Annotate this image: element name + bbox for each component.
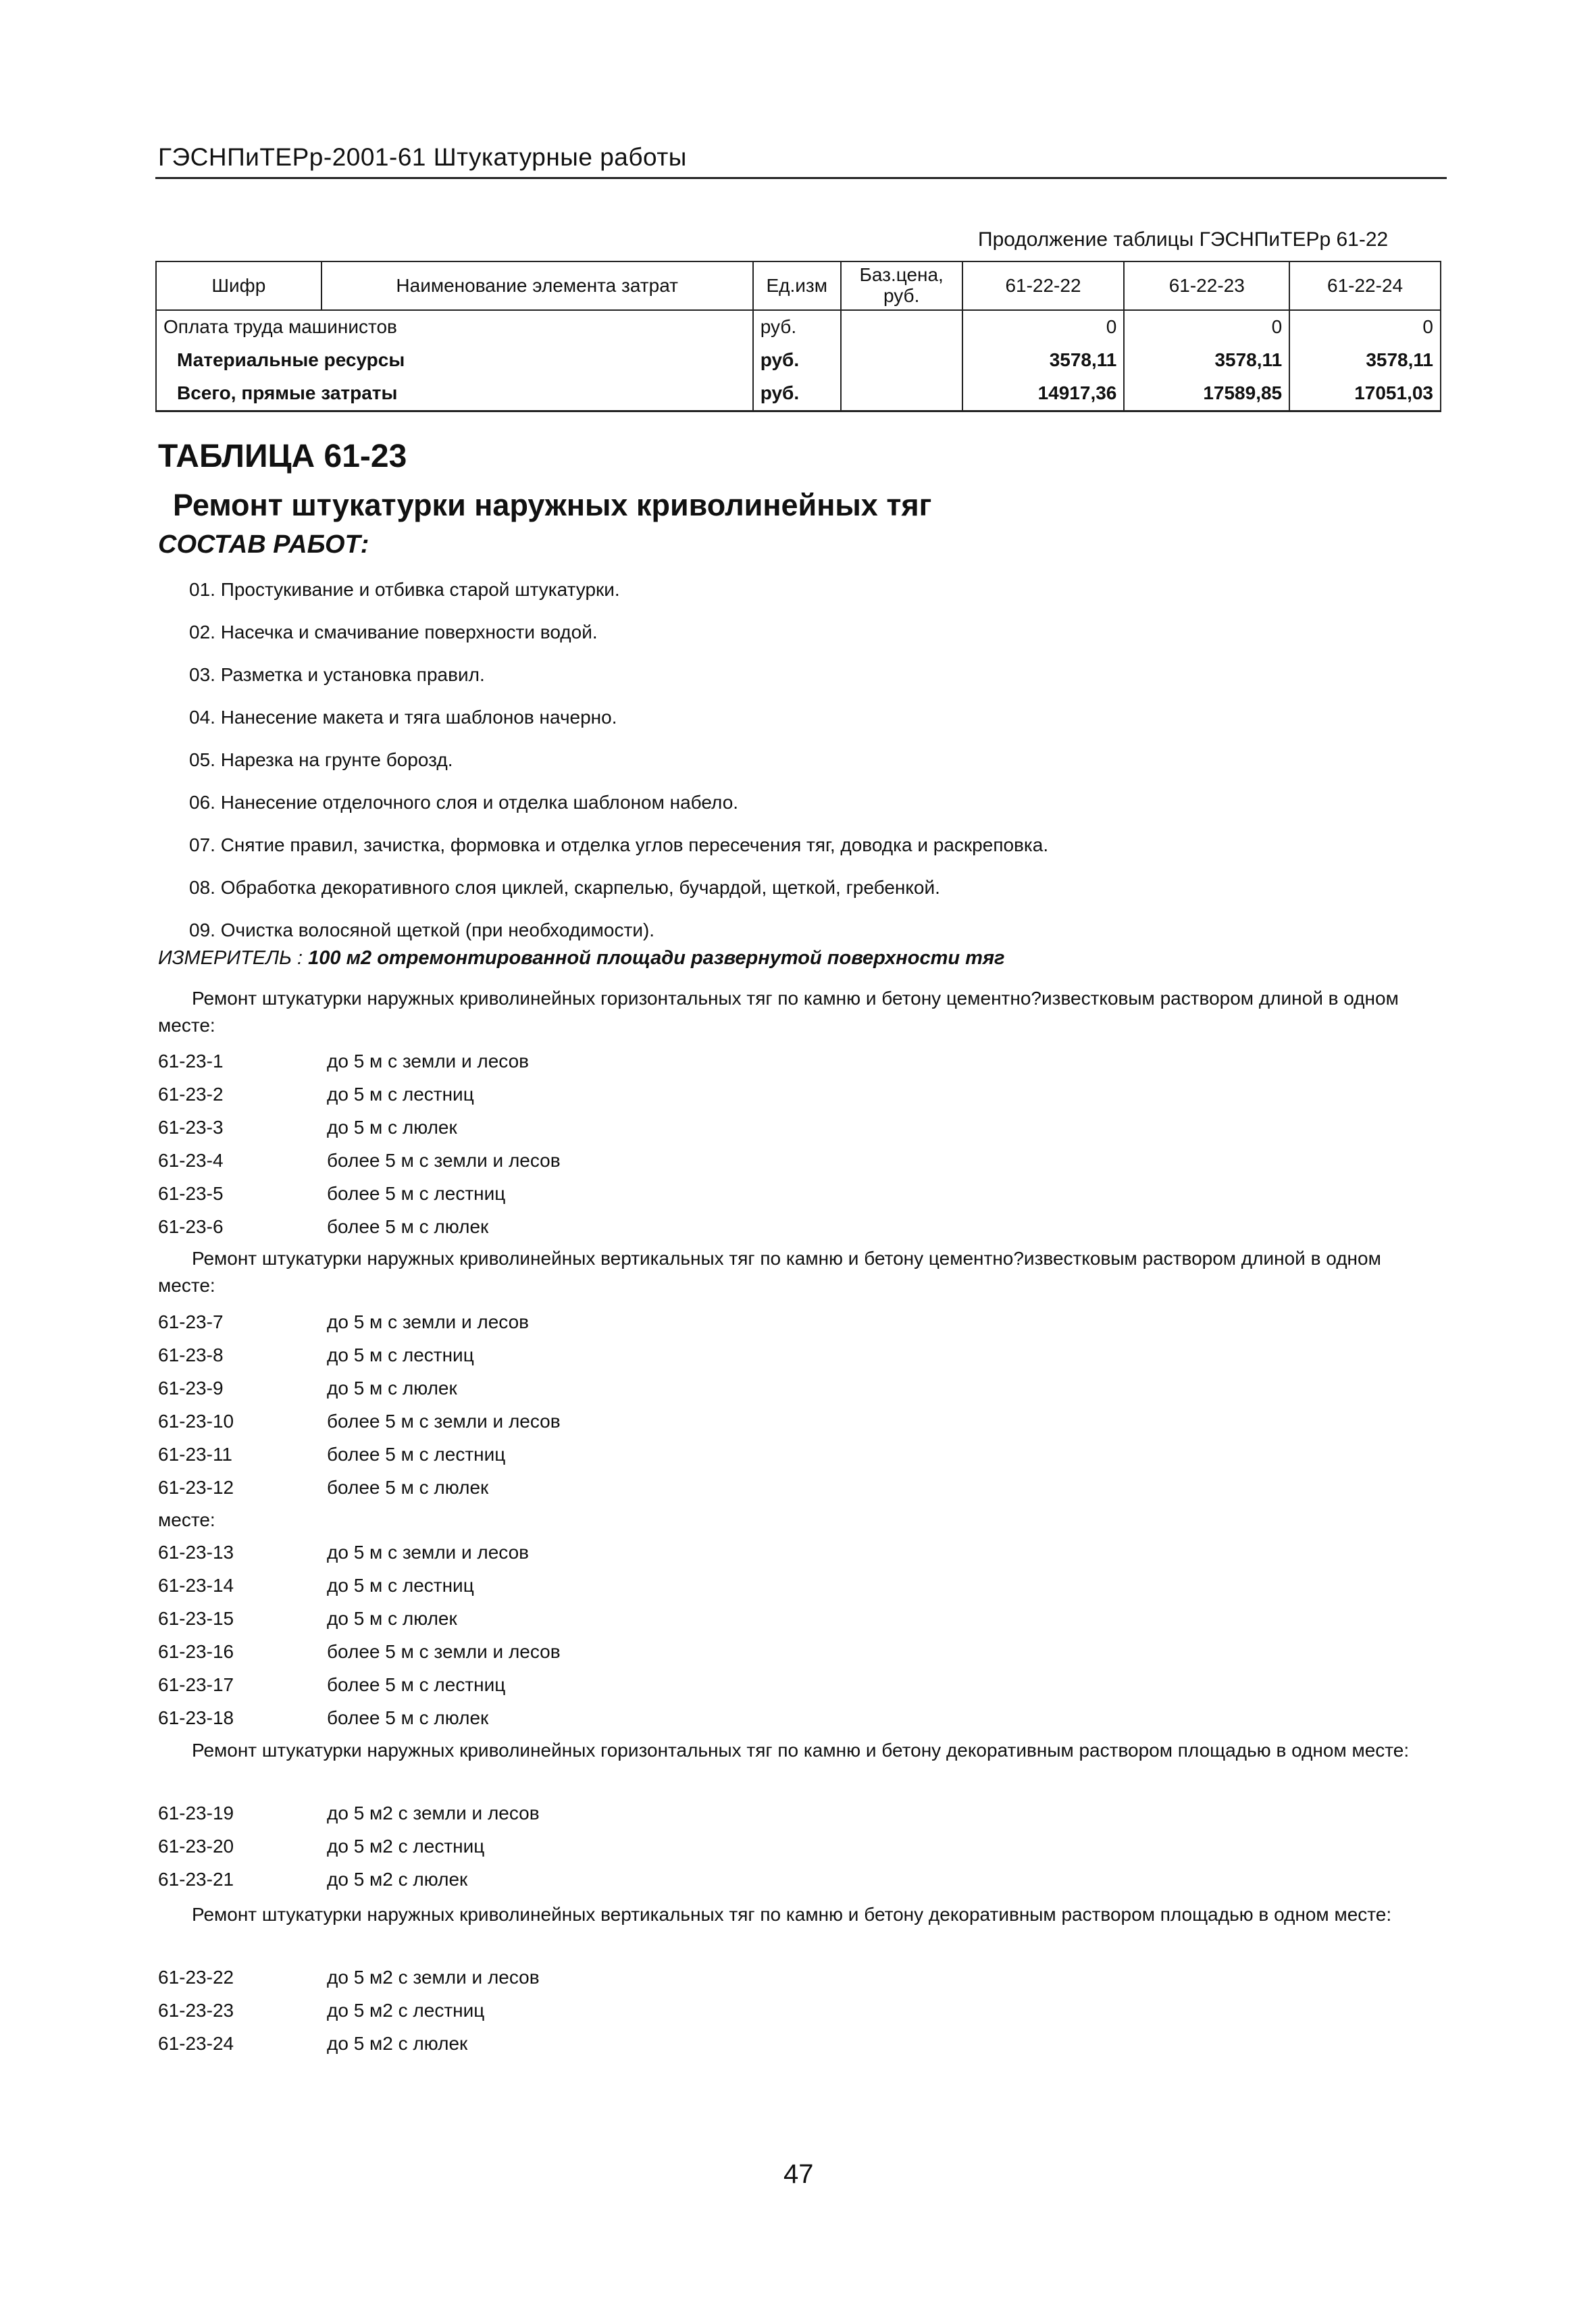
rate-text: более 5 м с люлек xyxy=(327,1477,489,1498)
meter-line xyxy=(158,947,1005,970)
code-row xyxy=(158,1377,457,1410)
rate-code: 61-23-19 xyxy=(158,1803,234,1823)
rate-text: до 5 м с земли и лесов xyxy=(327,1051,530,1072)
list-item: 06. Нанесение отделочного слоя и отделка шаблоном набело. xyxy=(189,792,739,813)
cost-table-header-row xyxy=(156,261,1441,310)
rate-code: 61-23-4 xyxy=(158,1150,224,1171)
group-description: Ремонт штукатурки наружных криволинейных горизонтальных тяг по камню и бетону цементно?известковым раствором длиной в одном месте: xyxy=(158,988,1399,1036)
rate-code: 61-23-16 xyxy=(158,1641,234,1662)
code-row xyxy=(158,1215,488,1249)
code-row xyxy=(158,1050,529,1083)
rate-text: до 5 м2 с люлек xyxy=(327,1869,468,1890)
rate-code: 61-23-5 xyxy=(158,1183,224,1204)
base-price-cell xyxy=(841,310,962,344)
rate-text: до 5 м с лестниц xyxy=(327,1575,474,1596)
cost-name-cell: Материальные ресурсы xyxy=(156,344,753,377)
rate-text: более 5 м с люлек xyxy=(327,1707,489,1728)
code-row xyxy=(158,1574,474,1607)
list-item: 01. Простукивание и отбивка старой штукатурки. xyxy=(189,579,620,600)
unit-cell: руб. xyxy=(753,310,841,344)
value-cell: 0 xyxy=(1289,310,1441,344)
rate-code: 61-23-17 xyxy=(158,1674,234,1695)
composition-heading: СОСТАВ РАБОТ: xyxy=(158,530,369,559)
cost-name-cell: Оплата труда машинистов xyxy=(156,310,753,344)
list-item: 04. Нанесение макета и тяга шаблонов начерно. xyxy=(189,707,617,728)
code-row xyxy=(158,1344,474,1377)
rate-text: до 5 м с люлек xyxy=(327,1608,457,1629)
value-cell: 0 xyxy=(1124,310,1289,344)
table-heading: ТАБЛИЦА 61-23 xyxy=(158,438,407,474)
code-row xyxy=(158,1707,488,1740)
code-row xyxy=(158,1966,540,1999)
header-rule xyxy=(155,177,1447,179)
table-row xyxy=(156,344,1441,377)
column-header: 61-22-24 xyxy=(1289,261,1441,310)
document-header-title: ГЭСНПиТЕРр-2001-61 Штукатурные работы xyxy=(158,143,687,171)
code-row xyxy=(158,1182,505,1215)
rate-code: 61-23-10 xyxy=(158,1411,234,1432)
rate-code: 61-23-6 xyxy=(158,1216,224,1237)
rate-text: более 5 м с лестниц xyxy=(327,1183,506,1204)
rate-code: 61-23-15 xyxy=(158,1608,234,1629)
page-number: 47 xyxy=(783,2159,814,2189)
rate-text: до 5 м с люлек xyxy=(327,1117,457,1138)
rate-text: более 5 м с лестниц xyxy=(327,1444,506,1465)
rate-text: до 5 м с люлек xyxy=(327,1378,457,1399)
rate-code: 61-23-18 xyxy=(158,1707,234,1728)
list-item: 08. Обработка декоративного слоя циклей, скарпелью, бучардой, щеткой, гребенкой. xyxy=(189,877,940,898)
base-price-cell xyxy=(841,377,962,411)
value-cell: 0 xyxy=(962,310,1125,344)
column-header: Баз.цена, руб. xyxy=(841,261,962,310)
rate-text: до 5 м с земли и лесов xyxy=(327,1542,530,1563)
rate-text: до 5 м с лестниц xyxy=(327,1084,474,1105)
rate-code: 61-23-12 xyxy=(158,1477,234,1498)
unit-cell: руб. xyxy=(753,377,841,411)
value-cell: 14917,36 xyxy=(962,377,1125,411)
cost-table xyxy=(155,261,1441,412)
rate-code: 61-23-7 xyxy=(158,1311,224,1332)
rate-text: до 5 м2 с люлек xyxy=(327,2033,468,2054)
rate-text: более 5 м с люлек xyxy=(327,1216,489,1237)
group-description: Ремонт штукатурки наружных криволинейных вертикальных тяг по камню и бетону цементно?известковым раствором длиной в одном месте: xyxy=(158,1248,1381,1296)
group-description: Ремонт штукатурки наружных криволинейных горизонтальных тяг по камню и бетону декоративным раствором площадью в одном месте: xyxy=(192,1740,1410,1761)
code-row xyxy=(158,1149,561,1182)
list-item: 07. Снятие правил, зачистка, формовка и отделка углов пересечения тяг, доводка и раскреповка. xyxy=(189,834,1049,855)
column-header: Ед.изм xyxy=(753,261,841,310)
value-cell: 17051,03 xyxy=(1289,377,1441,411)
rate-text: до 5 м с лестниц xyxy=(327,1344,474,1365)
meter-value: 100 м2 отремонтированной площади развернутой поверхности тяг xyxy=(308,947,1005,969)
rate-text: более 5 м с лестниц xyxy=(327,1674,506,1695)
code-row xyxy=(158,1868,467,1901)
column-header: 61-22-22 xyxy=(962,261,1125,310)
rate-text: до 5 м2 с земли и лесов xyxy=(327,1967,540,1988)
code-row xyxy=(158,1999,484,2032)
code-row xyxy=(158,1476,488,1509)
code-row xyxy=(158,1835,484,1868)
value-cell: 17589,85 xyxy=(1124,377,1289,411)
rate-text: до 5 м2 с лестниц xyxy=(327,1836,485,1857)
rate-code: 61-23-21 xyxy=(158,1869,234,1890)
code-row xyxy=(158,1116,457,1149)
table-subtitle: Ремонт штукатурки наружных криволинейных тяг xyxy=(173,488,932,522)
rate-code: 61-23-13 xyxy=(158,1542,234,1563)
code-row xyxy=(158,1410,561,1443)
list-item: 05. Нарезка на грунте борозд. xyxy=(189,749,453,770)
column-header: Наименование элемента затрат xyxy=(321,261,753,310)
meter-label: ИЗМЕРИТЕЛЬ : xyxy=(158,947,303,969)
rate-text: до 5 м2 с лестниц xyxy=(327,2000,485,2021)
code-row xyxy=(158,1083,474,1116)
column-header: 61-22-23 xyxy=(1124,261,1289,310)
rate-text: более 5 м с земли и лесов xyxy=(327,1411,561,1432)
rate-text: до 5 м2 с земли и лесов xyxy=(327,1803,540,1823)
group-description: месте: xyxy=(158,1509,215,1530)
value-cell: 3578,11 xyxy=(1289,344,1441,377)
table-continued-caption: Продолжение таблицы ГЭСНПиТЕРр 61-22 xyxy=(978,228,1389,251)
rate-text: более 5 м с земли и лесов xyxy=(327,1150,561,1171)
table-row xyxy=(156,377,1441,411)
rate-code: 61-23-11 xyxy=(158,1444,233,1465)
work-list xyxy=(189,578,1048,961)
rate-code: 61-23-20 xyxy=(158,1836,234,1857)
rate-code: 61-23-1 xyxy=(158,1051,224,1072)
code-row xyxy=(158,1674,505,1707)
column-header: Шифр xyxy=(156,261,321,310)
code-row xyxy=(158,1443,505,1476)
rate-code: 61-23-3 xyxy=(158,1117,224,1138)
unit-cell: руб. xyxy=(753,344,841,377)
code-row xyxy=(158,2032,467,2065)
cost-name-cell: Всего, прямые затраты xyxy=(156,377,753,411)
table-row xyxy=(156,310,1441,344)
list-item: 03. Разметка и установка правил. xyxy=(189,664,485,685)
rate-code: 61-23-23 xyxy=(158,2000,234,2021)
rate-code: 61-23-2 xyxy=(158,1084,224,1105)
code-row xyxy=(158,1541,529,1574)
base-price-cell xyxy=(841,344,962,377)
rate-code: 61-23-8 xyxy=(158,1344,224,1365)
rate-text: более 5 м с земли и лесов xyxy=(327,1641,561,1662)
rate-code: 61-23-14 xyxy=(158,1575,234,1596)
group-description: Ремонт штукатурки наружных криволинейных вертикальных тяг по камню и бетону декоративным раствором площадью в одном месте: xyxy=(192,1904,1392,1925)
value-cell: 3578,11 xyxy=(1124,344,1289,377)
rate-code: 61-23-22 xyxy=(158,1967,234,1988)
rate-code: 61-23-24 xyxy=(158,2033,234,2054)
rate-code: 61-23-9 xyxy=(158,1378,224,1399)
code-row xyxy=(158,1802,540,1835)
code-row xyxy=(158,1640,561,1674)
list-item: 02. Насечка и смачивание поверхности водой. xyxy=(189,622,598,643)
value-cell: 3578,11 xyxy=(962,344,1125,377)
code-row xyxy=(158,1607,457,1640)
list-item: 09. Очистка волосяной щеткой (при необходимости). xyxy=(189,920,655,940)
code-row xyxy=(158,1311,529,1344)
rate-text: до 5 м с земли и лесов xyxy=(327,1311,530,1332)
